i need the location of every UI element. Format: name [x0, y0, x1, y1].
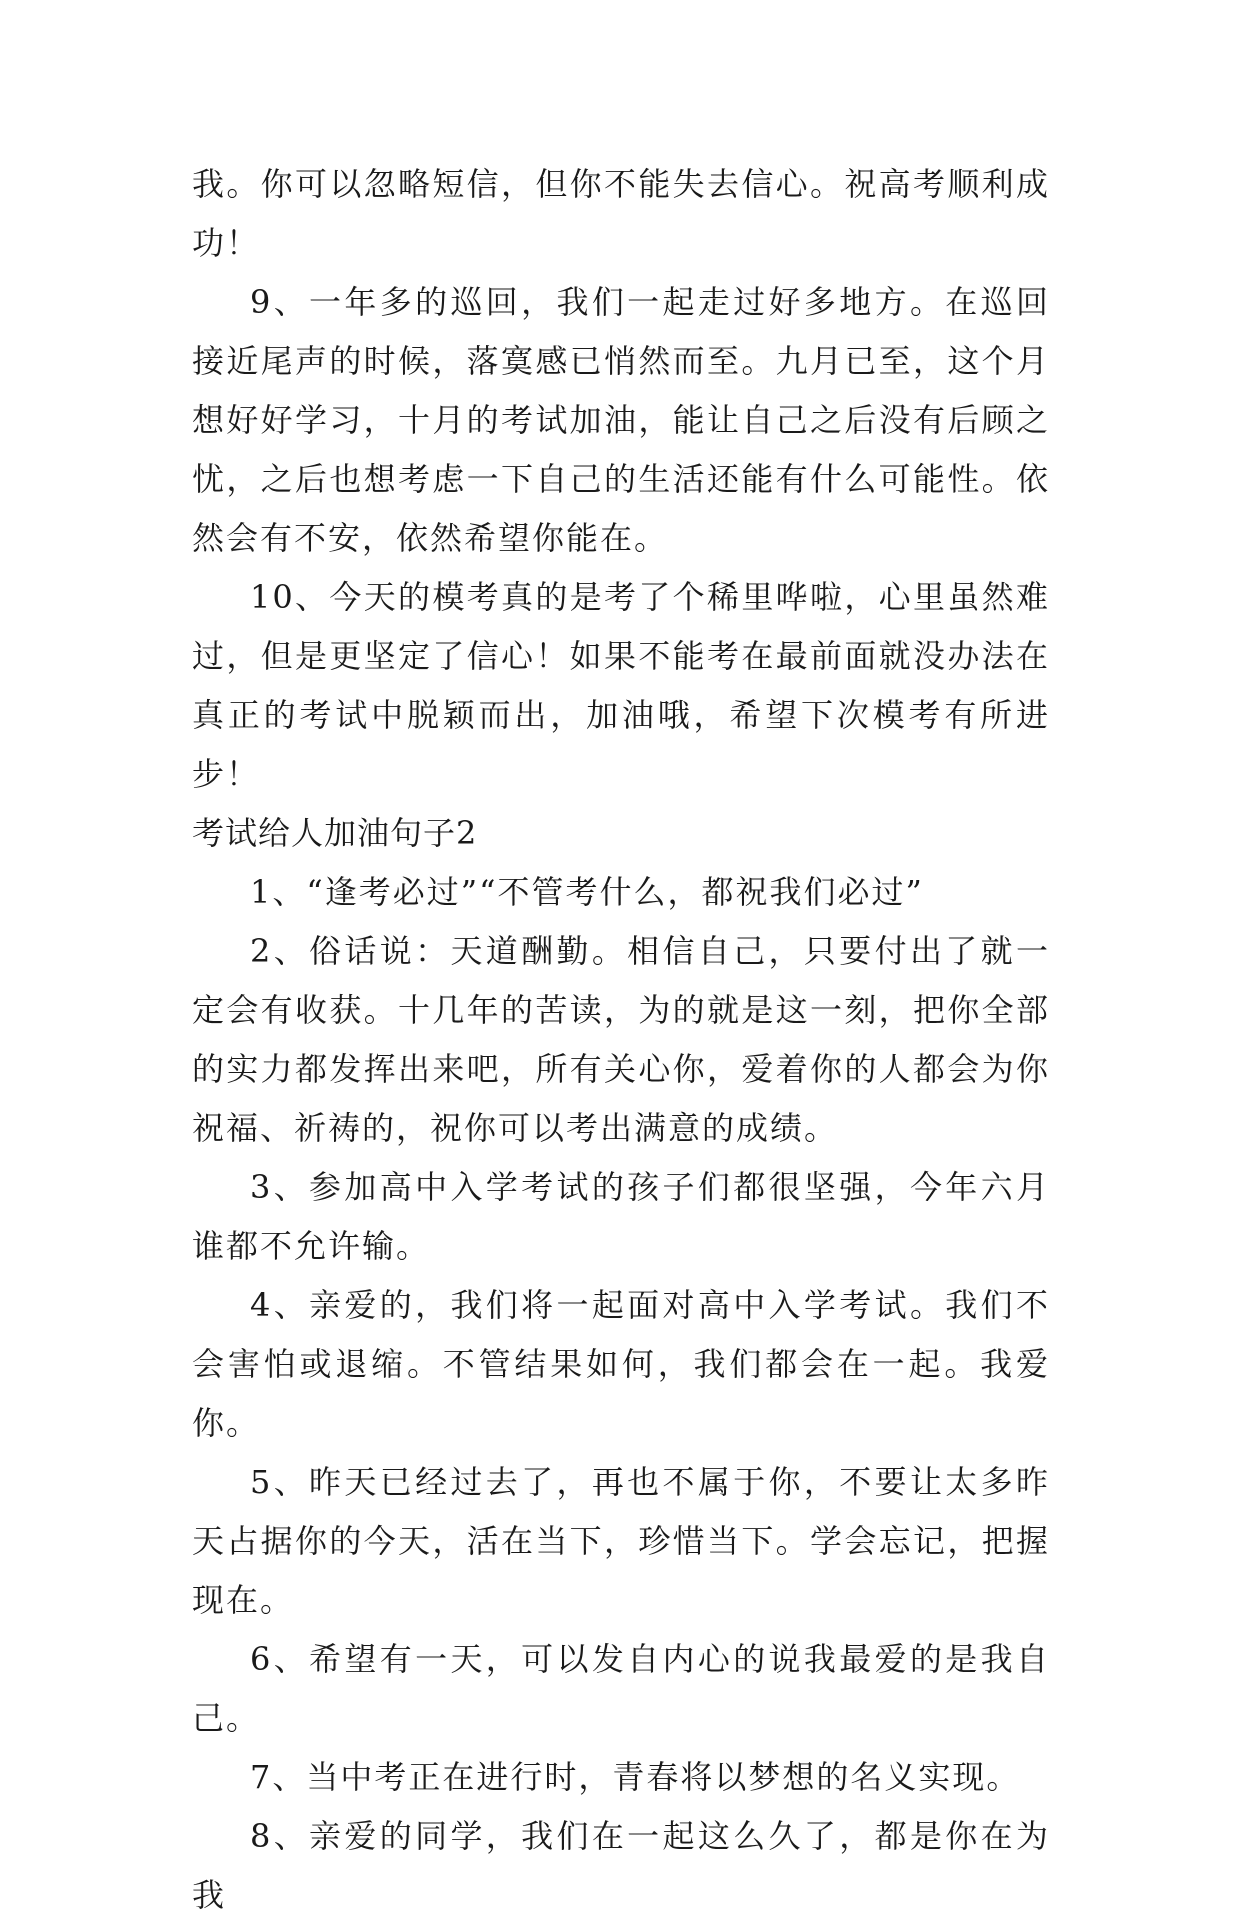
paragraph-continuation: 我。你可以忽略短信，但你不能失去信心。祝高考顺利成功！ [192, 165, 1050, 262]
paragraph-item-7: 7、当中考正在进行时，青春将以梦想的名义实现。 [250, 1758, 1021, 1796]
paragraph-item-3: 3、参加高中入学考试的孩子们都很坚强，今年六月谁都不允许输。 [192, 1168, 1050, 1265]
document-page [192, 155, 1050, 1925]
paragraph-item-1: 1、“逢考必过”“不管考什么，都祝我们必过” [250, 873, 924, 911]
paragraph-item-8: 8、亲爱的同学，我们在一起这么久了，都是你在为我 [192, 1817, 1050, 1914]
paragraph-item-5: 5、昨天已经过去了，再也不属于你，不要让太多昨天占据你的今天，活在当下，珍惜当下。学会忘记，把握现在。 [192, 1463, 1050, 1619]
paragraph-item-10: 10、今天的模考真的是考了个稀里哗啦，心里虽然难过，但是更坚定了信心！如果不能考在最前面就没办法在真正的考试中脱颖而出，加油哦，希望下次模考有所进步！ [192, 578, 1050, 793]
paragraph-item-2: 2、俗话说：天道酬勤。相信自己，只要付出了就一定会有收获。十几年的苦读，为的就是这一刻，把你全部的实力都发挥出来吧，所有关心你，爱着你的人都会为你祝福、祈祷的，祝你可以考出满意的成绩。 [192, 932, 1050, 1147]
section-heading: 考试给人加油句子2 [192, 814, 478, 852]
paragraph-item-6: 6、希望有一天，可以发自内心的说我最爱的是我自己。 [192, 1640, 1050, 1737]
paragraph-item-4: 4、亲爱的，我们将一起面对高中入学考试。我们不会害怕或退缩。不管结果如何，我们都会在一起。我爱你。 [192, 1286, 1050, 1442]
paragraph-item-9: 9、一年多的巡回，我们一起走过好多地方。在巡回接近尾声的时候，落寞感已悄然而至。九月已至，这个月想好好学习，十月的考试加油，能让自己之后没有后顾之忧，之后也想考虑一下自己的生活还能有什么可能性。依然会有不安，依然希望你能在。 [192, 283, 1050, 557]
